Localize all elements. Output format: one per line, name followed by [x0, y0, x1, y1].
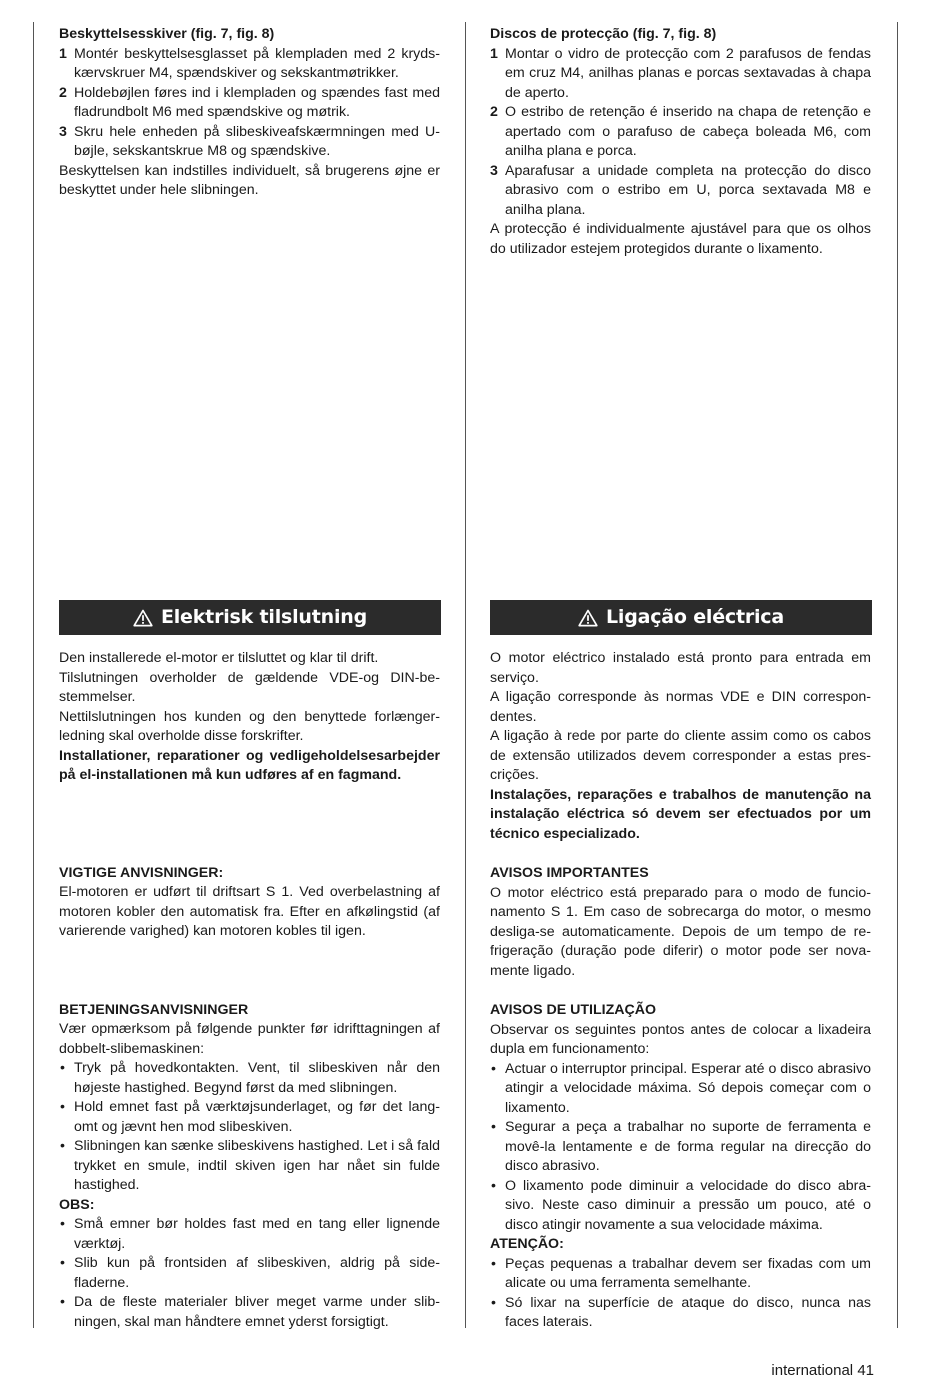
left-obs-list [59, 1215, 440, 1332]
step-text: Montar o vidro de protecção com 2 parafusos de fendas em cruz M4, anilhas planas e porcas sextavadas à chapa de aperto. [505, 45, 871, 101]
step-number: 3 [490, 162, 498, 179]
right-protection-steps [490, 45, 871, 221]
step-number: 3 [59, 123, 67, 140]
right-electric-p2: A ligação corresponde às normas VDE e DIN correspondentes. [490, 689, 871, 725]
warning-triangle-icon [133, 609, 153, 627]
list-item: • Peças pequenas a trabalhar devem ser fixadas com um alicate ou uma ferramenta semelhante. [490, 1255, 871, 1294]
right-electric-p1: O motor eléctrico instalado está pronto para entrada em serviço. [490, 650, 871, 686]
left-protection-title: Beskyttelsesskiver (fig. 7, fig. 8) [59, 26, 275, 42]
list-item: • O lixamento pode diminuir a velocidade do disco abrasivo. Neste caso diminuir a pressão um pouco, até o disco atingir novamente a sua velocidade máxima. [490, 1177, 871, 1236]
list-item: • Små emner bør holdes fast med en tang eller lignende værktøj. [59, 1215, 440, 1254]
left-important-title: VIGTIGE ANVISNINGER: [59, 864, 224, 881]
left-protection-steps [59, 45, 440, 162]
left-protection-note: Beskyttelsen kan indstilles individuelt, så brugerens øjne er beskyttet under hele slibningen. [59, 162, 440, 198]
right-protection-section [490, 25, 871, 259]
list-item: • Tryk på hovedkontakten. Vent, til slibeskiven når den højeste hastighed. Begynd først da med slibningen. [59, 1059, 440, 1098]
list-item [59, 123, 440, 162]
left-important-text: El-motoren er udført til driftsart S 1. Ved overbelastning af motoren kobler den automatisk fra. Efter en afkølingstid (af varierende varighed) kan motoren kobles til igen. [59, 884, 440, 939]
left-obs-title: OBS: [59, 1196, 95, 1213]
left-protection-section [59, 25, 440, 201]
list-item: • Actuar o interruptor principal. Esperar até o disco abrasivo atingir a velocidade máxima. Só depois começar com o lixamento. [490, 1060, 871, 1119]
right-electric-warning: Instalações, reparações e trabalhos de manutenção na instalação eléctrica só devem ser efectuados por um técnico especializado. [490, 786, 871, 842]
page-rule-left [33, 22, 34, 1328]
step-number: 1 [59, 45, 67, 62]
right-obs-list [490, 1255, 871, 1333]
list-item: • Slib kun på frontsiden af slibeskiven, aldrig på sidefladerne. [59, 1254, 440, 1293]
right-operation-title: AVISOS DE UTILIZAÇÃO [490, 1002, 657, 1018]
right-electric-p3: A ligação à rede por parte do cliente assim como os cabos de extensão utilizados devem corresponder a estas prescrições. [490, 728, 871, 783]
step-text: O estribo de retenção é inserido na chapa de retenção e apertado com o parafuso de cabeça boleada M6, com anilha plana e porca. [505, 104, 871, 159]
list-item [59, 45, 440, 84]
list-item: • Slibningen kan sænke slibeskivens hastighed. Let i så fald trykket en smule, indtil skiven igen har nået sin fulde hastighed. [59, 1137, 440, 1196]
list-item [490, 103, 871, 162]
page-rule-right [897, 22, 898, 1328]
left-operation-intro: Vær opmærksom på følgende punkter før idrifttagningen af dobbelt-slibemaskinen: [59, 1021, 440, 1057]
right-operation-intro: Observar os seguintes pontos antes de colocar a lixadeira dupla em funcionamento: [490, 1021, 871, 1057]
step-number: 2 [59, 84, 67, 101]
step-text: Skru hele enheden på slibeskiveafskærmningen med U-bøjle, sekskantskrue M8 og spændskive. [74, 123, 440, 159]
page-number: 41 [857, 1362, 874, 1379]
list-item: • Só lixar na superfície de ataque do disco, nunca nas faces laterais. [490, 1294, 871, 1333]
right-obs-title: ATENÇÃO: [490, 1236, 564, 1252]
left-electric-p3: Nettilslutningen hos kunden og den benyttede forlængerledning skal overholde disse forskrifter. [59, 708, 440, 744]
left-electric-heading-bar [59, 600, 441, 635]
footer-label: international [771, 1362, 854, 1379]
left-electric-warning: Installationer, reparationer og vedligeholdelsesarbejder på el-installationen må kun udføres af en fagmand. [59, 747, 440, 783]
right-protection-note: A protecção é individualmente ajustável para que os olhos do utilizador estejem protegidos durante o lixamento. [490, 221, 871, 257]
list-item: • Hold emnet fast på værktøjsunderlaget, og før det langomt og jævnt hen mod slibeskiven. [59, 1098, 440, 1137]
right-protection-title: Discos de protecção (fig. 7, fig. 8) [490, 26, 717, 42]
right-electric-heading: Ligação eléctrica [606, 605, 784, 628]
right-important-text: O motor eléctrico está preparado para o modo de funcionamento S 1. Em caso de sobrecarga do motor, o mesmo desliga-se automaticamente. Depois de um tempo de refrigeração (duração pode diferir) o motor pode ser novamente ligado. [490, 884, 871, 979]
column-divider [465, 22, 466, 1328]
list-item [59, 84, 440, 123]
left-electric-p1: Den installerede el-motor er tilsluttet og klar til drift. [59, 650, 379, 666]
page-footer [771, 1361, 874, 1381]
list-item [490, 162, 871, 221]
step-number: 2 [490, 104, 498, 120]
right-electric-heading-bar [490, 600, 872, 635]
list-item [490, 45, 871, 104]
left-operation-list [59, 1059, 440, 1196]
right-lower-content [490, 649, 871, 1333]
list-item: • Segurar a peça a trabalhar no suporte de ferramenta e movê-la lentamente e de forma regular na direcção do disco abrasivo. [490, 1118, 871, 1177]
right-operation-list [490, 1060, 871, 1236]
step-number: 1 [490, 45, 498, 62]
left-electric-p2: Tilslutningen overholder de gældende VDE-og DIN-bestemmelser. [59, 669, 440, 705]
step-text: Holdebøjlen føres ind i klempladen og spændes fast med fladrundbolt M6 med spændskive og møtrik. [74, 84, 440, 120]
left-operation-title: BETJENINGSANVISNINGER [59, 1001, 249, 1018]
right-important-title: AVISOS IMPORTANTES [490, 865, 649, 881]
left-electric-heading: Elektrisk tilslutning [160, 605, 368, 628]
warning-triangle-icon [578, 609, 598, 627]
step-text: Montér beskyttelsesglasset på klempladen med 2 krydskærvskruer M4, spændskiver og sekskantmøtrikker. [74, 45, 440, 81]
left-lower-content [59, 649, 440, 1332]
list-item: • Da de fleste materialer bliver meget varme under slibningen, skal man håndtere emnet yderst forsigtigt. [59, 1293, 440, 1332]
step-text: Aparafusar a unidade completa na protecção do disco abrasivo com o estribo em U, porca sextavada M8 e anilha plana. [505, 162, 871, 218]
